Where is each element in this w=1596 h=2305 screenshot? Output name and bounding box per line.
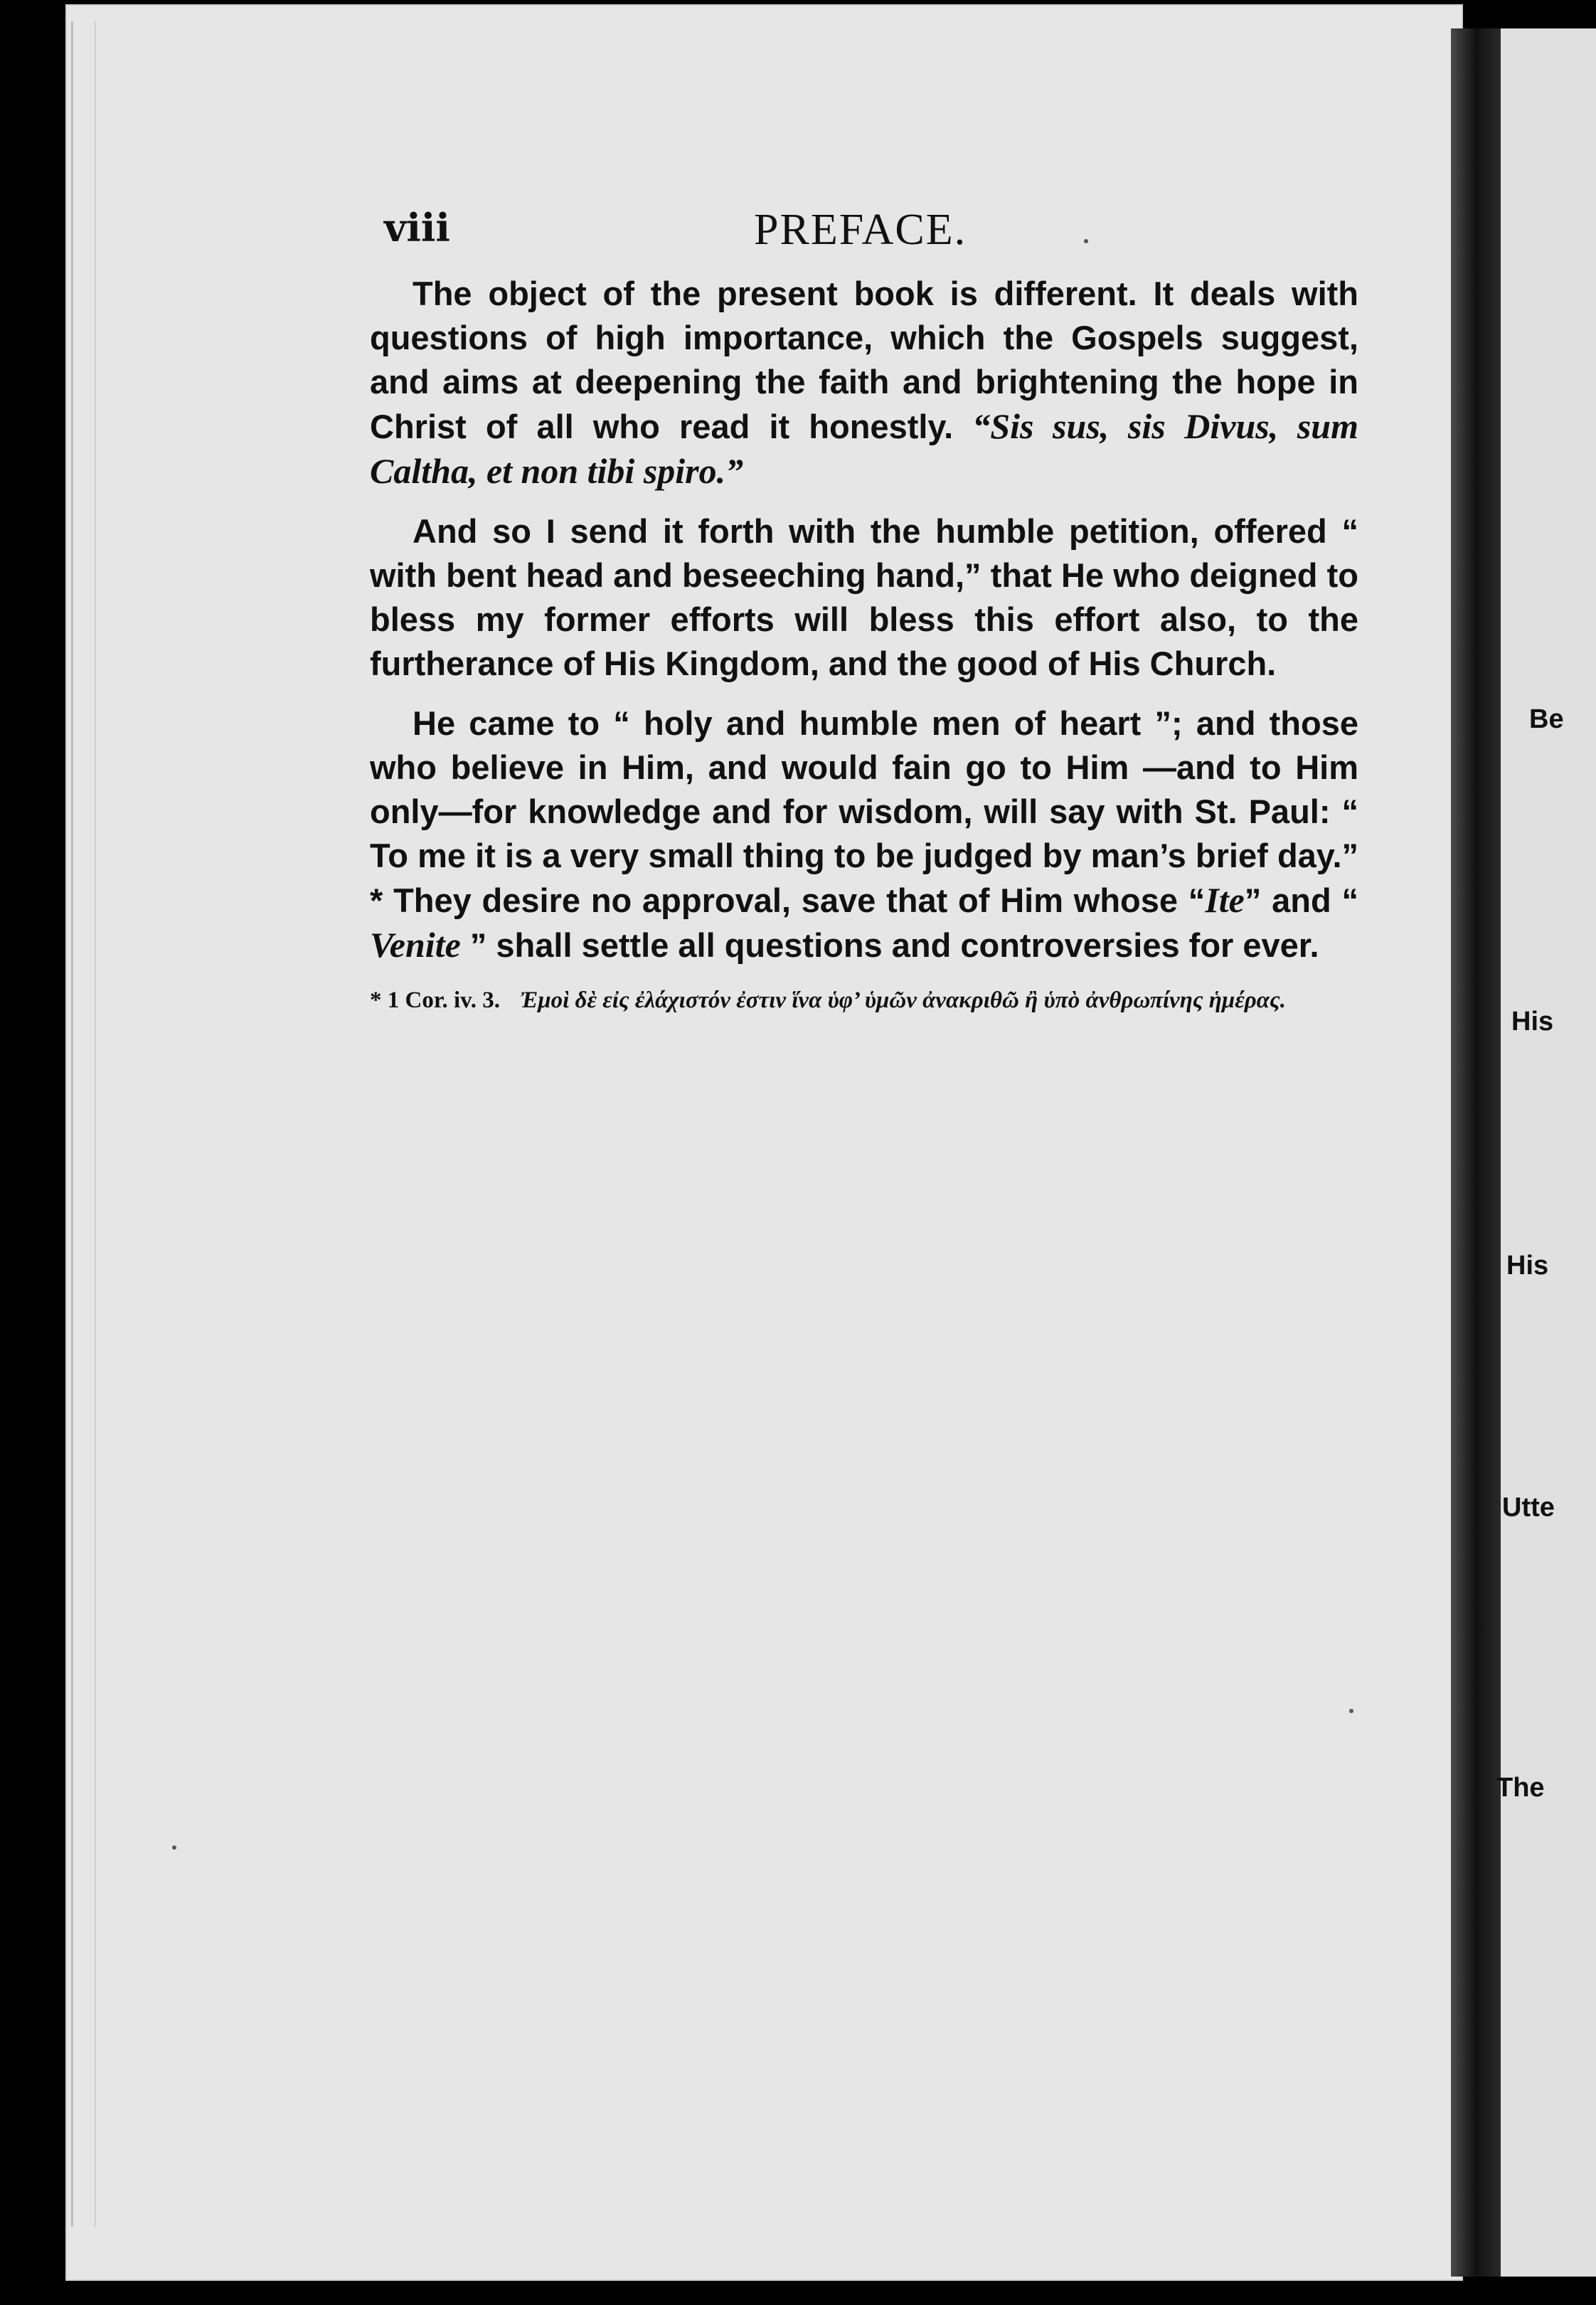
next-page-fragment: The: [1496, 1773, 1545, 1803]
page-edge: [71, 21, 96, 2227]
venite-word: Venite: [370, 925, 461, 965]
footnote: [370, 983, 1358, 1017]
text-block: [370, 192, 1358, 1041]
next-page-fragment: Utte: [1502, 1493, 1555, 1522]
right-page: [1501, 28, 1596, 2277]
page-number: viii: [384, 205, 450, 250]
paragraph-1-text: The object of the present book is different. It deals with questions of high importance, which the Gospels suggest, and aims at deepening the faith and brightening the hope in Christ of all who read it honestly.: [370, 275, 1358, 445]
running-title: PREFACE.: [754, 206, 967, 254]
latin-quote: “Sis sus, sis Divus, sum Caltha, et non tibi spiro.”: [370, 406, 1358, 491]
paragraph-3-text-c: ” shall settle all questions and controversies for ever.: [460, 926, 1319, 964]
next-page-fragment: His: [1506, 1251, 1549, 1281]
paragraph-3: [370, 701, 1358, 968]
paper-speck: [1084, 239, 1088, 243]
paragraph-3-text-b: ” and “: [1244, 881, 1358, 919]
page-header: [370, 192, 1358, 256]
next-page-fragment: Be: [1529, 704, 1564, 734]
paper-speck: [1349, 1709, 1353, 1713]
paragraph-1: [370, 272, 1358, 494]
paragraph-2: And so I send it forth with the humble petition, offered “ with bent head and beseeching hand,” that He who deigned to bless my former efforts will bless this effort also, to the furtherance of His Kingdom, and the good of His Church.: [370, 512, 1358, 682]
ite-word: Ite: [1205, 880, 1245, 920]
footnote-greek: Ἐμοὶ δὲ εἰς ἐλάχιστόν ἐστιν ἵνα ὑφ’ ὑμῶν ἀνακριθῶ ἢ ὑπὸ ἀνθρωπίνης ἡμέρας.: [520, 987, 1286, 1013]
paper-speck: [172, 1845, 176, 1850]
next-page-fragment: His: [1511, 1007, 1554, 1037]
footnote-ref: * 1 Cor. iv. 3.: [370, 987, 501, 1013]
paragraph-3-text-a: He came to “ holy and humble men of heart ”; and those who believe in Him, and would fain go to Him —and to Him only—for knowledge and for wisdom, will say with St. Paul: “ To me it is a very small thing to be judged by man’s brief day.” * They desire no approval, save that of Him whose “: [370, 704, 1358, 919]
book-gutter: [1451, 28, 1501, 2277]
